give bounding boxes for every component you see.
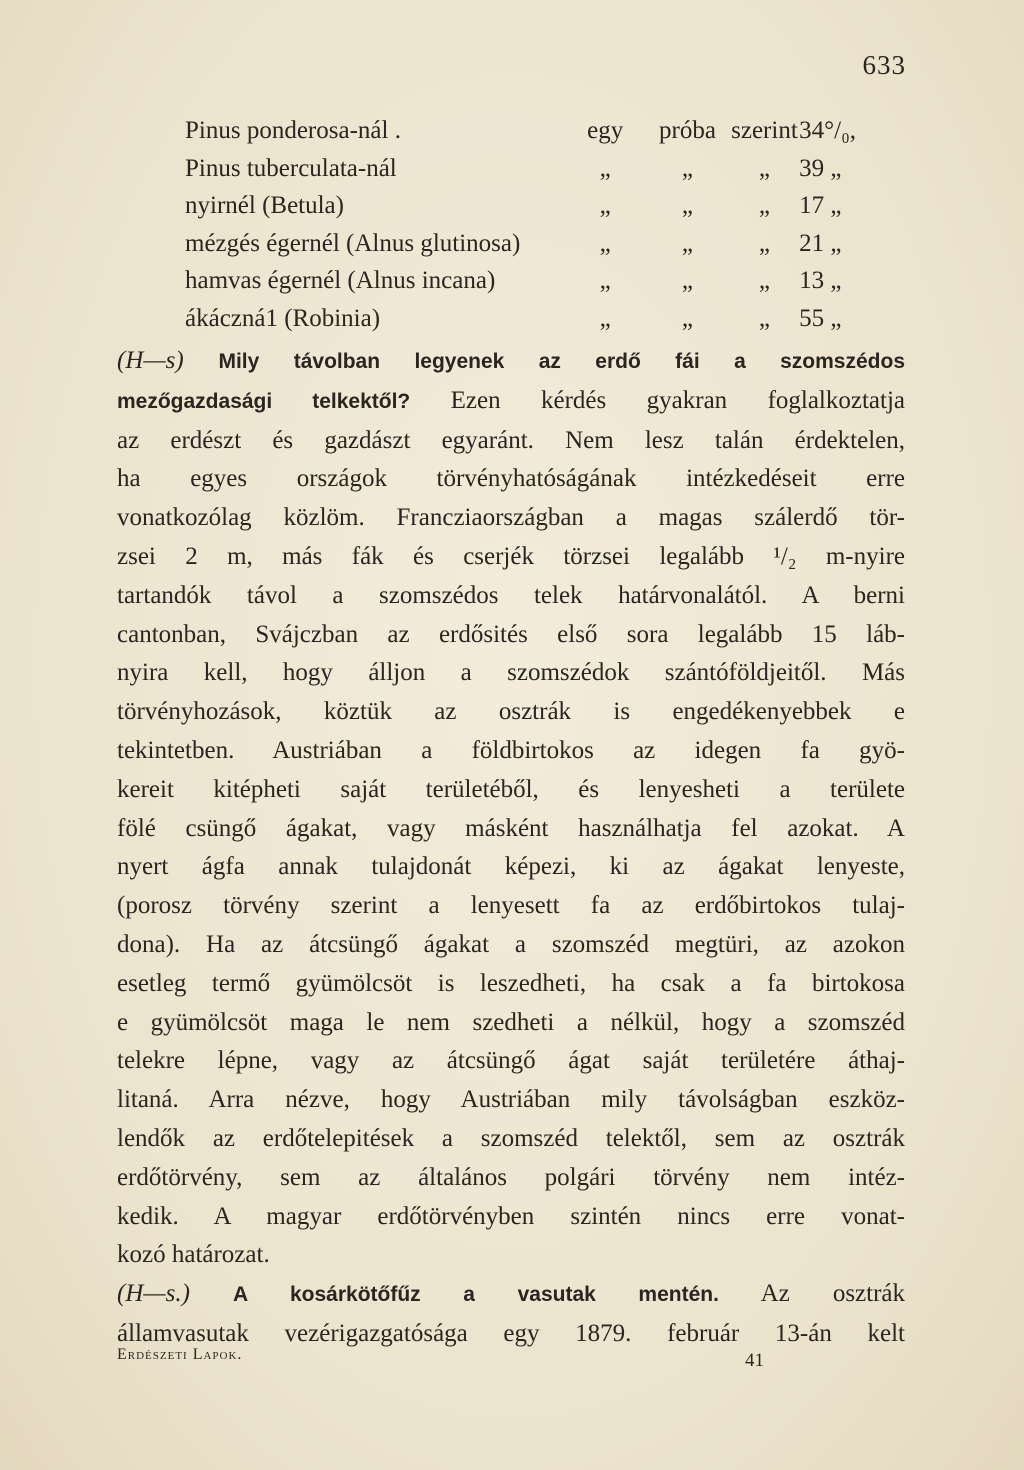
paragraph-line: [117, 382, 905, 422]
ditto-mark: „: [599, 304, 611, 332]
ditto-mark: „: [599, 229, 611, 257]
percentage-value: 39 „: [799, 154, 842, 182]
list-item: [185, 187, 905, 225]
paragraph-line: dona). Ha az átcsüngő ágakat a szomszéd megtüri, az azokon: [117, 930, 905, 958]
species-label: Pinus tuberculata-nál: [185, 154, 397, 182]
percentage-value: 13 „: [799, 267, 842, 294]
paragraph-line: telekre lépne, vagy az átcsüngő ágat saját területére áthaj-: [117, 1047, 905, 1075]
ditto-mark: „: [758, 267, 771, 294]
paragraph-line: törvényhozások, köztük az osztrák is engedékenyebbek e: [117, 698, 905, 726]
percentage-value: 34°/₀,: [799, 117, 857, 144]
ditto-mark: „: [681, 229, 694, 257]
percentage-value: 17 „: [799, 192, 842, 219]
section-heading: A kosárkötőfűz a vasutak mentén.: [232, 1283, 719, 1307]
paragraph-line: erdőtörvény, sem az általános polgári törvény nem intéz-: [117, 1163, 905, 1191]
ditto-mark: „: [758, 229, 771, 257]
paragraph-line: litaná. Arra nézve, hogy Austriában mily távolságban eszköz-: [117, 1086, 905, 1114]
paragraph-line: nyert ágfa annak tulajdonát képezi, ki az ágakat lenyeste,: [117, 853, 905, 881]
section-heading-line: [117, 1275, 905, 1315]
paragraph-line: fölé csüngő ágakat, vagy másként használhatja fel azokat. A: [117, 814, 905, 842]
paragraph-line: esetleg termő gyümölcsöt is leszedheti, ha csak a fa birtokosa: [117, 969, 905, 997]
section-heading: Mily távolban legyenek az erdő fái a szomszédos: [218, 350, 906, 373]
section-heading-cont: mezőgazdasági telkektől?: [117, 389, 411, 413]
col-proba: próba: [659, 117, 716, 144]
list-item: [185, 225, 905, 263]
paragraph-line: vonatkozólag közlöm. Francziaországban a magas szálerdő tör-: [117, 504, 905, 532]
ditto-mark: „: [599, 267, 611, 294]
species-label: mézgés égernél (Alnus glutinosa): [185, 229, 521, 257]
species-label: hamvas égernél (Alnus incana): [185, 267, 496, 294]
paragraph-line: tekintetben. Austriában a földbirtokos az idegen fa gyö-: [117, 736, 905, 764]
paragraph-line: államvasutak vezérigazgatósága egy 1879. február 13-án kelt: [117, 1319, 905, 1347]
col-egy: egy: [587, 117, 624, 144]
paragraph-line: zsei 2 m, más fák és cserjék törzsei legalább ¹/₂ m-nyire: [117, 542, 905, 570]
list-item: [185, 112, 905, 150]
ditto-mark: „: [758, 154, 771, 182]
ditto-mark: „: [599, 154, 611, 182]
paragraph-line: nyira kell, hogy álljon a szomszédok szántóföldjeitől. Más: [117, 659, 905, 687]
species-percentage-list: [185, 112, 905, 337]
journal-title: Erdészeti Lapok.: [117, 1346, 243, 1363]
paragraph-line: (porosz törvény szerint a lenyesett fa az erdőbirtokos tulaj-: [117, 892, 905, 920]
signature-mark: 41: [745, 1350, 764, 1371]
author-initials: (H—s): [117, 347, 184, 374]
article-body: [117, 342, 905, 1354]
paragraph-text: Az osztrák: [760, 1280, 906, 1308]
ditto-mark: „: [599, 192, 611, 219]
paragraph-line: tartandók távol a szomszédos telek határvonalától. A berni: [117, 581, 905, 609]
species-label: nyirnél (Betula): [185, 192, 344, 219]
ditto-mark: „: [758, 304, 771, 332]
list-item: [185, 150, 905, 188]
paragraph-line: az erdészt és gazdászt egyaránt. Nem lesz talán érdektelen,: [117, 426, 905, 454]
page-number: 633: [862, 50, 906, 80]
paragraph-line: e gyümölcsöt maga le nem szedheti a nélkül, hogy a szomszéd: [117, 1008, 905, 1036]
author-initials: (H—s.): [117, 1280, 190, 1308]
section-heading-line: [117, 342, 905, 382]
ditto-mark: „: [681, 304, 694, 332]
ditto-mark: „: [758, 192, 771, 219]
list-item: [185, 262, 905, 300]
paragraph-line: kereit kitépheti saját területéből, és lenyesheti a területe: [117, 775, 905, 803]
paragraph-line: cantonban, Svájczban az erdősités első sora legalább 15 láb-: [117, 620, 905, 648]
list-item: [185, 300, 905, 338]
percentage-value: 21 „: [799, 229, 842, 257]
paragraph-line: lendők az erdőtelepitések a szomszéd telektől, sem az osztrák: [117, 1124, 905, 1152]
paragraph-line: ha egyes országok törvényhatóságának intézkedéseit erre: [117, 465, 905, 493]
species-label: ákáczná1 (Robinia): [185, 304, 381, 332]
ditto-mark: „: [681, 267, 694, 294]
ditto-mark: „: [681, 154, 694, 182]
species-label: Pinus ponderosa-nál .: [185, 117, 401, 144]
col-szerint: szerint: [731, 117, 798, 144]
ditto-mark: „: [681, 192, 694, 219]
paragraph-line: kozó határozat.: [117, 1241, 270, 1269]
percentage-value: 55 „: [799, 304, 842, 332]
paragraph-line: kedik. A magyar erdőtörvényben szintén nincs erre vonat-: [117, 1202, 905, 1230]
paragraph-text: Ezen kérdés gyakran foglalkoztatja: [450, 386, 906, 414]
